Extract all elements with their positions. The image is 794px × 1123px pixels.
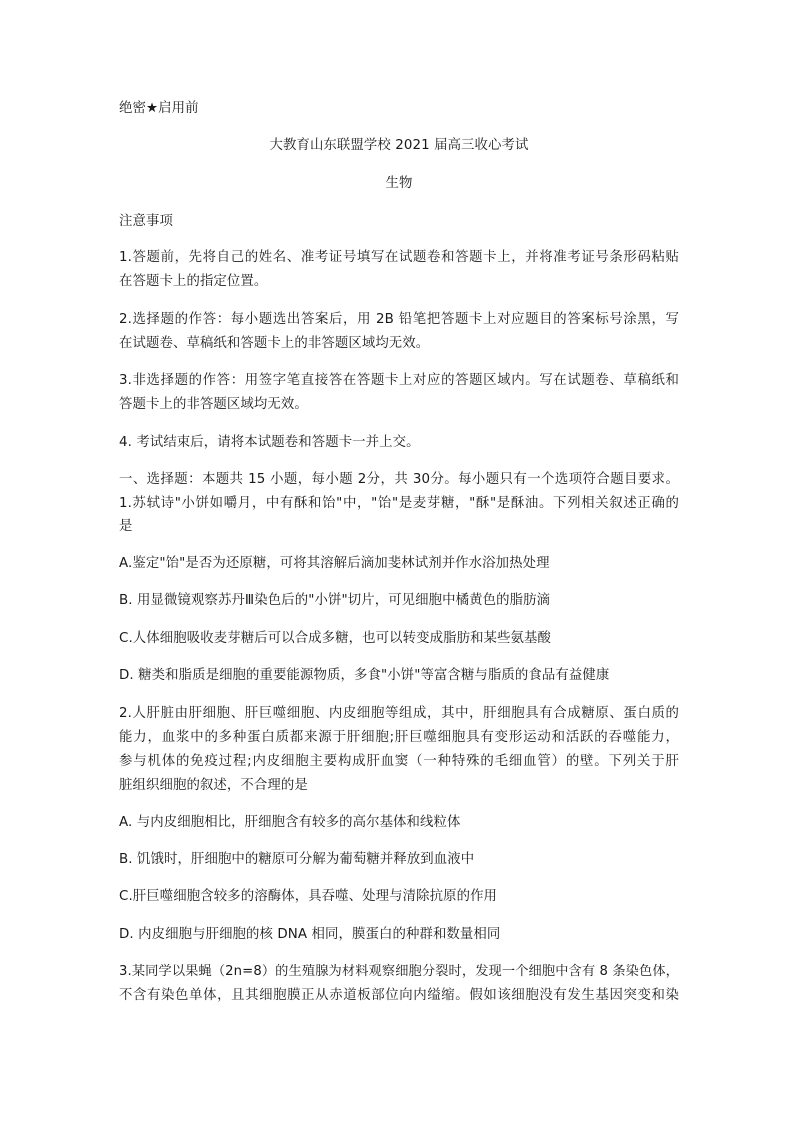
q2-stem-line-1: 2.人肝脏由肝细胞、肝巨噬细胞、内皮细胞等组成，其中，肝细胞具有合成糖原、蛋白质的	[119, 706, 679, 721]
q1-stem-line-2: 是	[119, 519, 133, 534]
note-1-line-1: 1.答题前，先将自己的姓名、准考证号填写在试题卷和答题卡上，并将准考证号条形码粘贴	[119, 250, 679, 265]
note-4: 4. 考试结束后，请将本试题卷和答题卡一并上交。	[119, 435, 420, 450]
confidential-mark: 绝密★启用前	[119, 101, 199, 116]
q2-option-b: B. 饥饿时，肝细胞中的糖原可分解为葡萄糖并释放到血液中	[119, 852, 475, 867]
q2-option-a: A. 与内皮细胞相比，肝细胞含有较多的高尔基体和线粒体	[119, 815, 461, 830]
note-2-line-1: 2.选择题的作答：每小题选出答案后，用 2B 铅笔把答题卡上对应题目的答案标号涂黑，写	[119, 312, 679, 327]
subject-title: 生物	[385, 176, 413, 191]
q1-stem-line-1: 1.苏轼诗"小饼如嚼月，中有酥和饴"中，"饴"是麦芽糖，"酥"是酥油。下列相关叙述正确的	[119, 496, 679, 511]
note-1-line-2: 在答题卡上的指定位置。	[119, 274, 268, 289]
q1-option-a: A.鉴定"饴"是否为还原糖，可将其溶解后滴加斐林试剂并作水浴加热处理	[119, 556, 550, 571]
note-3-line-1: 3.非选择题的作答：用签字笔直接答在答题卡上对应的答题区域内。写在试题卷、草稿纸和	[119, 373, 679, 388]
note-3-line-2: 答题卡上的非答题区域均无效。	[119, 397, 308, 412]
q2-option-c: C.肝巨噬细胞含较多的溶酶体，具吞噬、处理与清除抗原的作用	[119, 889, 498, 904]
q2-stem-line-4: 脏组织细胞的叙述，不合理的是	[119, 778, 308, 793]
exam-title: 大教育山东联盟学校 2021 届高三收心考试	[269, 138, 529, 153]
q1-option-b: B. 用显微镜观察苏丹Ⅲ染色后的"小饼"切片，可见细胞中橘黄色的脂肪滴	[119, 593, 551, 608]
q2-option-d: D. 内皮细胞与肝细胞的核 DNA 相同，膜蛋白的种群和数量相同	[119, 927, 501, 942]
q3-stem-line-1: 3.某同学以果蝇（2n=8）的生殖腺为材料观察细胞分裂时，发现一个细胞中含有 8 条染色体，	[119, 964, 679, 979]
section-1-heading: 一、选择题：本题共 15 小题，每小题 2分，共 30分。每小题只有一个选项符合题目要求。	[119, 472, 679, 487]
note-2-line-2: 在试题卷、草稿纸和答题卡上的非答题区域均无效。	[119, 336, 430, 351]
q1-option-d: D. 糖类和脂质是细胞的重要能源物质，多食"小饼"等富含糖与脂质的食品有益健康	[119, 668, 610, 683]
q3-stem-line-2: 不含有染色单体，且其细胞膜正从赤道板部位向内缢缩。假如该细胞没有发生基因突变和染	[119, 988, 679, 1003]
notes-heading: 注意事项	[119, 214, 173, 229]
q2-stem-line-2: 能力，血浆中的多种蛋白质都来源于肝细胞;肝巨噬细胞具有变形运动和活跃的吞噬能力，	[119, 730, 679, 745]
q2-stem-line-3: 参与机体的免疫过程;内皮细胞主要构成肝血窦（一种特殊的毛细血管）的壁。下列关于肝	[119, 754, 679, 769]
q1-option-c: C.人体细胞吸收麦芽糖后可以合成多糖，也可以转变成脂肪和某些氨基酸	[119, 631, 552, 646]
